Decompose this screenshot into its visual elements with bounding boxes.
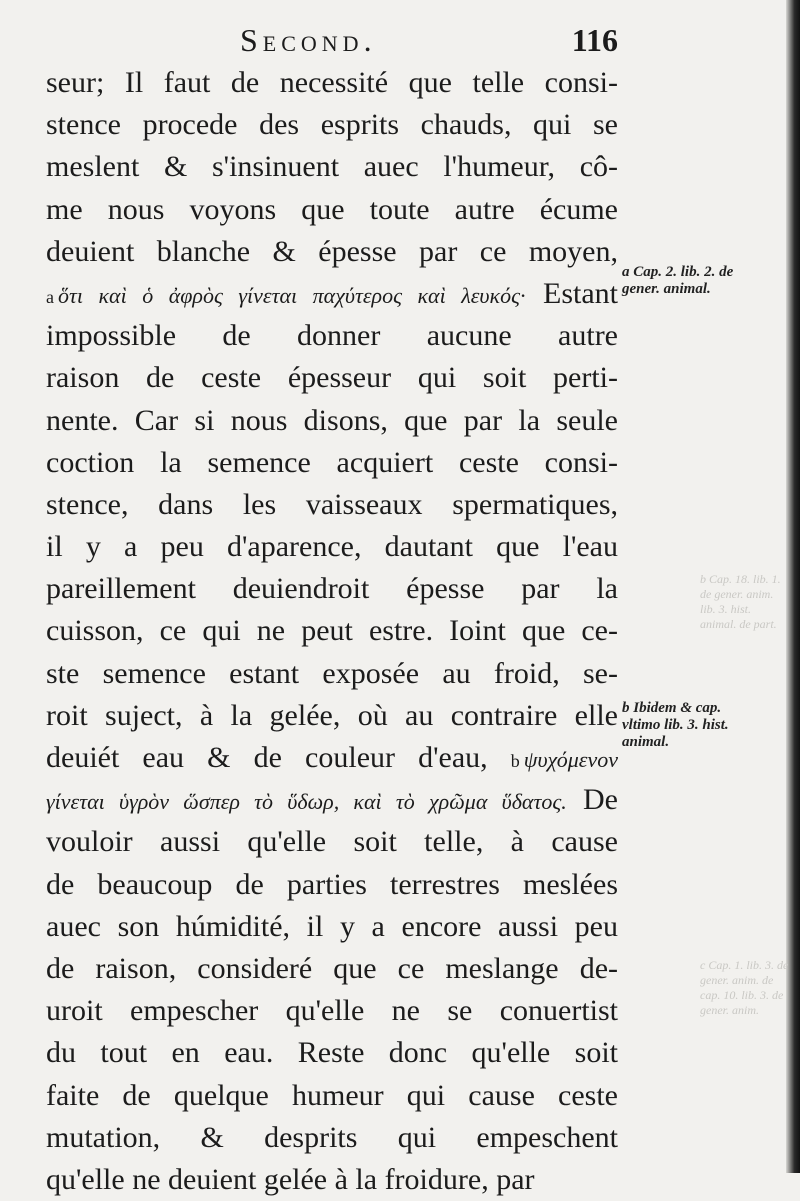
text-line: raison de ceste épesseur qui soit perti- xyxy=(46,361,618,395)
greek-quotation: ὅτι καὶ ὁ ἀφρὸς γίνεται παχύτερος καὶ λευκός· xyxy=(58,282,526,308)
text-fragment: Estant xyxy=(543,276,618,310)
text-line-greek-b xyxy=(46,737,618,779)
text-line: impossible de donner aucune autre xyxy=(46,319,618,353)
text-line-greek-c xyxy=(46,779,618,821)
text-line: qu'elle ne deuient gelée à la froidure, par xyxy=(46,1162,535,1196)
text-line: cuisson, ce qui ne peut estre. Ioint que ce- xyxy=(46,614,618,648)
text-line: meslent & s'insinuent auec l'humeur, cô- xyxy=(46,150,618,184)
text-line: ste semence estant exposée au froid, se- xyxy=(46,656,618,690)
text-line: pareillement deuiendroit épesse par la xyxy=(46,572,618,606)
marginal-note-a: a Cap. 2. lib. 2. de gener. animal. xyxy=(622,264,734,297)
text-fragment: deuiét eau & de couleur d'eau, xyxy=(46,741,488,774)
body-text xyxy=(46,62,618,1201)
text-line: il y a peu d'aparence, dautant que l'eau xyxy=(46,530,618,564)
text-line: stence procede des esprits chauds, qui se xyxy=(46,108,618,142)
bleed-through-note-upper: b Cap. 18. lib. 1. de gener. anim. lib. 3. hist. animal. de part. xyxy=(700,572,781,631)
text-line: deuient blanche & épesse par ce moyen, xyxy=(46,234,618,268)
text-line: me nous voyons que toute autre écume xyxy=(46,192,618,226)
marginal-note-b: b Ibidem & cap. vltimo lib. 3. hist. animal. xyxy=(622,700,729,750)
page-header xyxy=(48,18,618,62)
greek-quotation: ψυχόμενον xyxy=(523,747,619,772)
text-line-greek-a xyxy=(46,273,618,315)
text-line: stence, dans les vaisseaux spermatiques, xyxy=(46,487,618,521)
text-line: mutation, & desprits qui empeschent xyxy=(46,1120,618,1154)
running-title: Second. xyxy=(240,22,377,58)
greek-quotation: γίνεται ὑγρὸν ὥσπερ τὸ ὕδωρ, καὶ τὸ χρῶμα ὕδατος. xyxy=(46,789,567,815)
text-line: vouloir aussi qu'elle soit telle, à cause xyxy=(46,825,618,859)
bleed-through-note-lower: c Cap. 1. lib. 3. de gener. anim. de cap. 10. lib. 3. de gener. anim. xyxy=(700,958,789,1017)
text-line: coction la semence acquiert ceste consi- xyxy=(46,445,618,479)
text-line: faite de quelque humeur qui cause ceste xyxy=(46,1078,618,1112)
text-line: de beaucoup de parties terrestres meslées xyxy=(46,867,618,901)
page-number: 116 xyxy=(571,22,618,58)
text-line: du tout en eau. Reste donc qu'elle soit xyxy=(46,1036,618,1070)
text-line: uroit empescher qu'elle ne se conuertist xyxy=(46,994,618,1028)
text-line: auec son húmidité, il y a encore aussi peu xyxy=(46,909,618,943)
text-line: seur; Il faut de necessité que telle consi- xyxy=(46,66,618,99)
text-line: roit suject, à la gelée, où au contraire elle xyxy=(46,698,618,732)
note-marker-a: a xyxy=(46,286,54,307)
text-line: de raison, consideré que ce meslange de- xyxy=(46,951,618,985)
note-marker-b: b xyxy=(510,751,520,771)
text-line: nente. Car si nous disons, que par la seule xyxy=(46,403,618,437)
text-fragment: De xyxy=(583,783,618,817)
